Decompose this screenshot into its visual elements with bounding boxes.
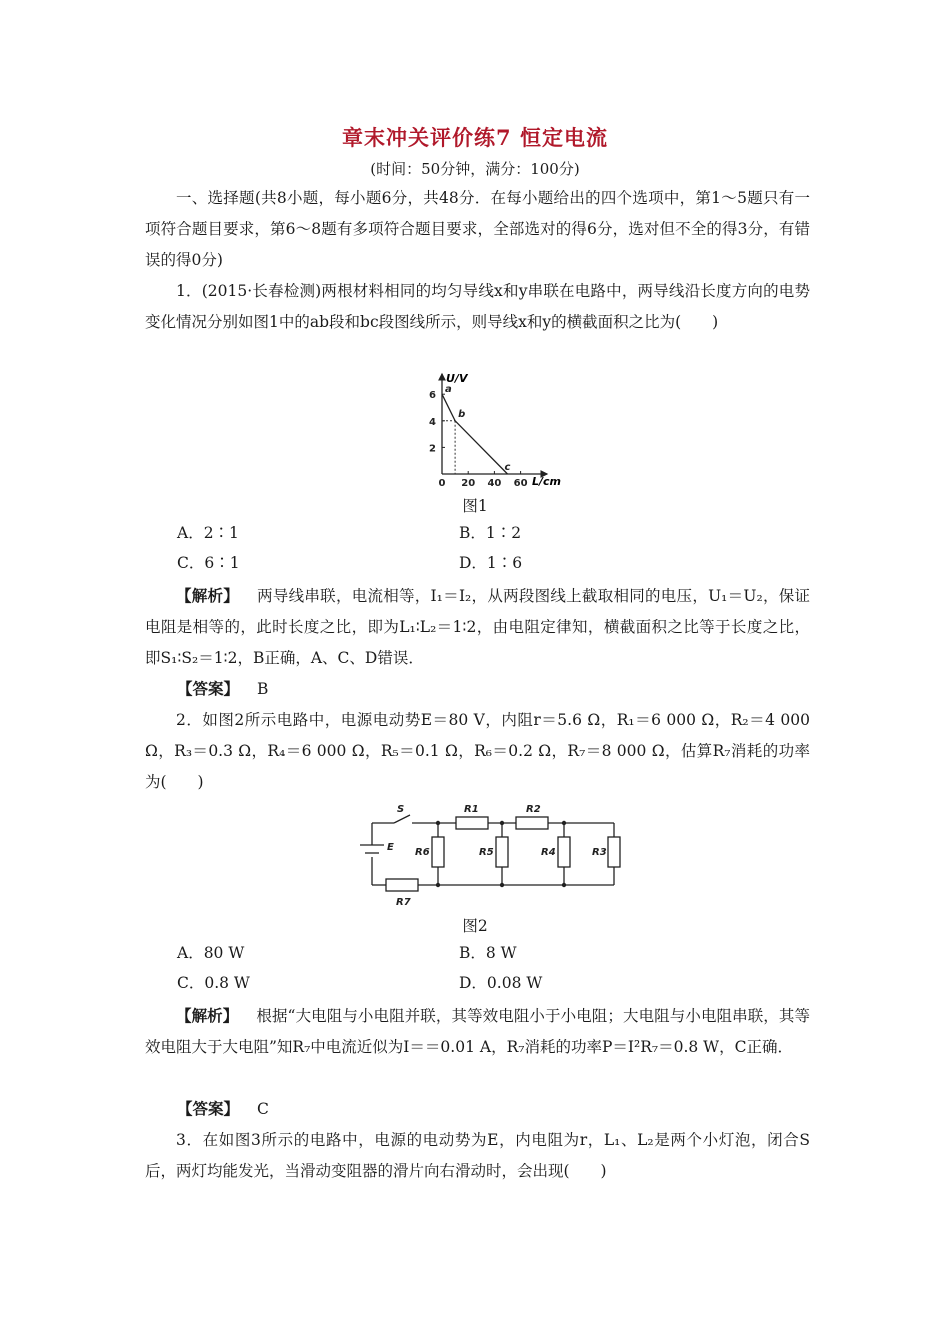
figure-2-caption: 图2 xyxy=(462,917,488,935)
section-intro: 一、选择题(共8小题，每小题6分，共48分．在每小题给出的四个选项中，第1～5题只有一项符合题目要求，第6～8题有多项符合题目要求，全部选对的得6分，选对但不全的得3分，有错误的得0分) xyxy=(145,189,810,269)
figure-1-caption: 图1 xyxy=(462,497,488,515)
resistor-r6 xyxy=(432,837,444,867)
q2-answer-value: C xyxy=(257,1100,269,1118)
series-line xyxy=(442,394,508,474)
q3-stem: 3．在如图3所示的电路中，电源的电动势为E，内电阻为r，L₁、L₂是两个小灯泡，闭合S后，两灯均能发光，当滑动变阻器的滑片向右滑动时，会出现( ) xyxy=(145,1131,810,1180)
label-r2: R2 xyxy=(526,804,541,815)
x-tick-label: 40 xyxy=(487,478,502,489)
page-title: 章末冲关评价练7 恒定电流 xyxy=(342,125,608,150)
q2-answer-tag: 【答案】 xyxy=(177,1099,240,1118)
q2-answer xyxy=(177,1093,269,1125)
page-subtitle: (时间：50分钟，满分：100分) xyxy=(370,160,580,178)
q2-analysis-tag: 【解析】 xyxy=(176,1006,239,1025)
q2-option-c: C．0.8 W xyxy=(177,974,250,992)
y-tick-label: 4 xyxy=(429,416,436,428)
figure-2-circuit xyxy=(350,797,640,909)
point-label-a: a xyxy=(445,384,452,396)
point-label-c: c xyxy=(504,462,511,473)
q1-answer-value: B xyxy=(257,680,269,698)
figure-1-chart xyxy=(415,368,575,490)
q1-analysis-tag: 【解析】 xyxy=(176,586,240,605)
label-r7: R7 xyxy=(396,897,411,908)
x-tick-label: 60 xyxy=(513,478,528,489)
label-switch: S xyxy=(397,804,405,815)
q1-option-d: D．1∶6 xyxy=(459,554,523,572)
q1-stem: 1．(2015·长春检测)两根材料相同的均匀导线x和y串联在电路中，两导线沿长度方向的电势变化情况分别如图1中的ab段和bc段图线所示，则导线x和y的横截面积之比为( ) xyxy=(145,282,810,331)
label-r1: R1 xyxy=(464,804,479,815)
q2-option-b: B．8 W xyxy=(459,944,517,962)
x-tick-label: 20 xyxy=(461,478,476,489)
label-r4: R4 xyxy=(541,847,556,858)
q1-option-c: C．6∶1 xyxy=(177,554,240,572)
q1-analysis-text: 两导线串联，电流相等，I₁＝I₂，从两段图线上截取相同的电压，U₁＝U₂，保证电阻是相等的，此时长度之比，即为L₁∶L₂＝1∶2，由电阻定律知，横截面积之比等于长度之比，即S₁∶S₂＝1∶2，B正确，A、C、D错误． xyxy=(145,587,810,667)
q1-answer-tag: 【答案】 xyxy=(177,679,240,698)
resistor-r1 xyxy=(456,817,488,829)
q2-option-a: A．80 W xyxy=(177,944,245,962)
q2-analysis xyxy=(145,1000,810,1063)
q2-stem: 2．如图2所示电路中，电源电动势E＝80 V，内阻r＝5.6 Ω，R₁＝6 000 Ω，R₂＝4 000 Ω，R₃＝0.3 Ω，R₄＝6 000 Ω，R₅＝0.1 Ω，R₆＝0.2 Ω，R₇＝8 000 Ω，估算R₇消耗的功率为( ) xyxy=(145,711,810,791)
label-r3: R3 xyxy=(592,847,607,858)
resistor-r4 xyxy=(558,837,570,867)
resistor-r2 xyxy=(516,817,548,829)
x-tick-label: 0 xyxy=(438,478,446,489)
q2-analysis-text: 根据“大电阻与小电阻并联，其等效电阻小于小电阻；大电阻与小电阻串联，其等效电阻大于大电阻”知R₇中电流近似为I＝＝0.01 A，R₇消耗的功率P＝I²R₇＝0.8 W，C正确． xyxy=(145,1007,810,1056)
x-axis-label: L/cm xyxy=(532,475,562,488)
resistor-r3 xyxy=(608,837,620,867)
q1-option-b: B．1∶2 xyxy=(459,524,522,542)
label-r5: R5 xyxy=(479,847,494,858)
y-axis-label: U/V xyxy=(446,372,468,385)
y-tick-label: 2 xyxy=(429,443,436,455)
resistor-r5 xyxy=(496,837,508,867)
q1-answer xyxy=(177,673,268,705)
q2-option-d: D．0.08 W xyxy=(459,974,543,992)
resistor-r7 xyxy=(386,879,418,891)
point-label-b: b xyxy=(458,408,466,420)
y-tick-label: 6 xyxy=(429,390,436,402)
label-source: E xyxy=(387,842,394,853)
q1-option-a: A．2∶1 xyxy=(177,524,239,542)
label-r6: R6 xyxy=(415,847,430,858)
q1-analysis xyxy=(145,580,810,674)
